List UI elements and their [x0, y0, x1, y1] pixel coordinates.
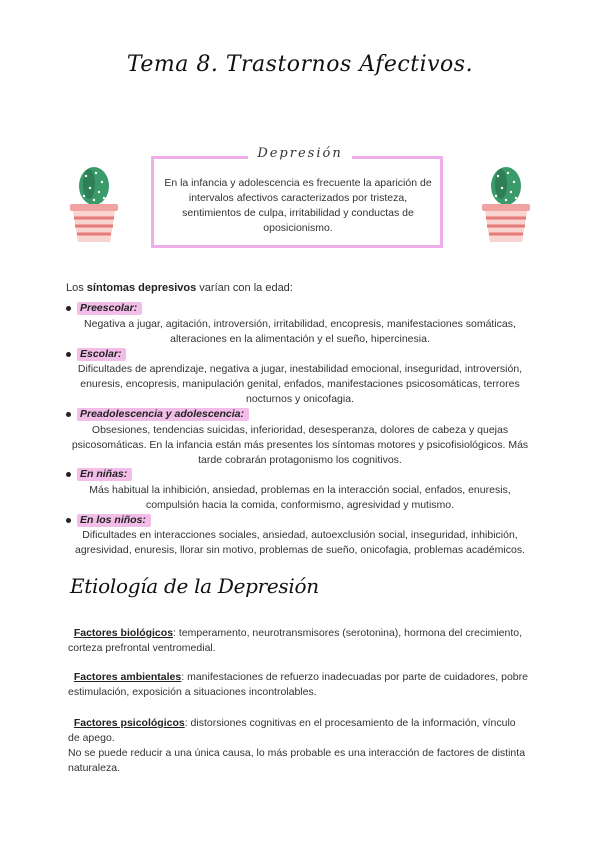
- section-heading: [66, 302, 142, 314]
- intro-suffix: varían con la edad:: [196, 282, 293, 294]
- cactus-icon: [66, 164, 122, 244]
- section-label: Preescolar:: [77, 302, 142, 315]
- sintomas-intro: [66, 282, 293, 294]
- depresion-text: En la infancia y adolescencia es frecuente la aparición de intervalos afectivos caracterizados por tristeza, sentimientos de culpa, irritabilidad y conductas de oposicionismo.: [164, 177, 432, 234]
- factor-text: : distorsiones cognitivas en el procesamiento de la información, vínculo de apego.: [68, 717, 516, 744]
- section-heading: [66, 468, 132, 480]
- factor-label: Factores psicológicos: [73, 717, 185, 729]
- section-label: Escolar:: [77, 348, 126, 361]
- section-text: Más habitual la inhibición, ansiedad, problemas en la interacción social, enfados, enuresis, compulsión hacia la comida, conformismo, agresividad y mutismo.: [89, 484, 511, 511]
- section-text: Dificultades en interacciones sociales, ansiedad, autoexclusión social, inseguridad, inhibición, agresividad, enuresis, llorar sin motivo, problemas de sueño, onicofagia, problemas académicos.: [75, 529, 525, 556]
- bullet-icon: [66, 472, 71, 477]
- section-text: Negativa a jugar, agitación, introversión, irritabilidad, encopresis, manifestaciones somáticas, alteraciones en la alimentación y el sueño, hipercinesia.: [84, 318, 516, 345]
- section-heading: [66, 408, 249, 420]
- section-label: En niñas:: [77, 468, 132, 481]
- factor-label: Factores ambientales: [73, 671, 182, 683]
- depresion-heading: Depresión: [248, 146, 352, 161]
- bullet-icon: [66, 306, 71, 311]
- section-heading: [66, 348, 126, 360]
- section-text: Obsesiones, tendencias suicidas, inferioridad, desesperanza, dolores de cabeza y quejas psicosomáticas. En la infancia están más presentes los síntomas motores y psicofisiológicos. Más tarde cobrarán protagonismo los cognitivos.: [71, 424, 529, 466]
- factor-ambientales: [68, 670, 528, 700]
- bullet-icon: [66, 518, 71, 523]
- bullet-icon: [66, 412, 71, 417]
- intro-bold: síntomas depresivos: [86, 282, 197, 294]
- factor-text: : temperamento, neurotransmisores (serotonina), hormona del crecimiento, corteza prefrontal ventromedial.: [68, 627, 523, 654]
- conclusion-text: No se puede reducir a una única causa, lo más probable es una interacción de factores de distinta naturaleza.: [68, 747, 526, 774]
- factor-biologicos: [68, 626, 528, 656]
- section-heading: [66, 514, 151, 526]
- factor-label: Factores biológicos: [73, 627, 174, 639]
- factor-psicologicos: [68, 716, 528, 746]
- cactus-icon: [478, 164, 534, 244]
- etiologia-heading: Etiología de la Depresión: [70, 574, 319, 598]
- section-text: Dificultades de aprendizaje, negativa a jugar, inestabilidad emocional, inseguridad, introversión, enuresis, encopresis, manipulación genital, enfados, manifestaciones psicosomáticas, terrores nocturnos y onicofagia.: [77, 363, 523, 405]
- section-label: Preadolescencia y adolescencia:: [77, 408, 249, 421]
- intro-prefix: Los: [66, 282, 87, 294]
- section-label: En los niños:: [77, 514, 151, 527]
- factor-text: : manifestaciones de refuerzo inadecuadas por parte de cuidadores, pobre estimulación, exposición a situaciones incontrolables.: [68, 671, 528, 698]
- bullet-icon: [66, 352, 71, 357]
- document-title: Tema 8. Trastornos Afectivos.: [126, 52, 474, 77]
